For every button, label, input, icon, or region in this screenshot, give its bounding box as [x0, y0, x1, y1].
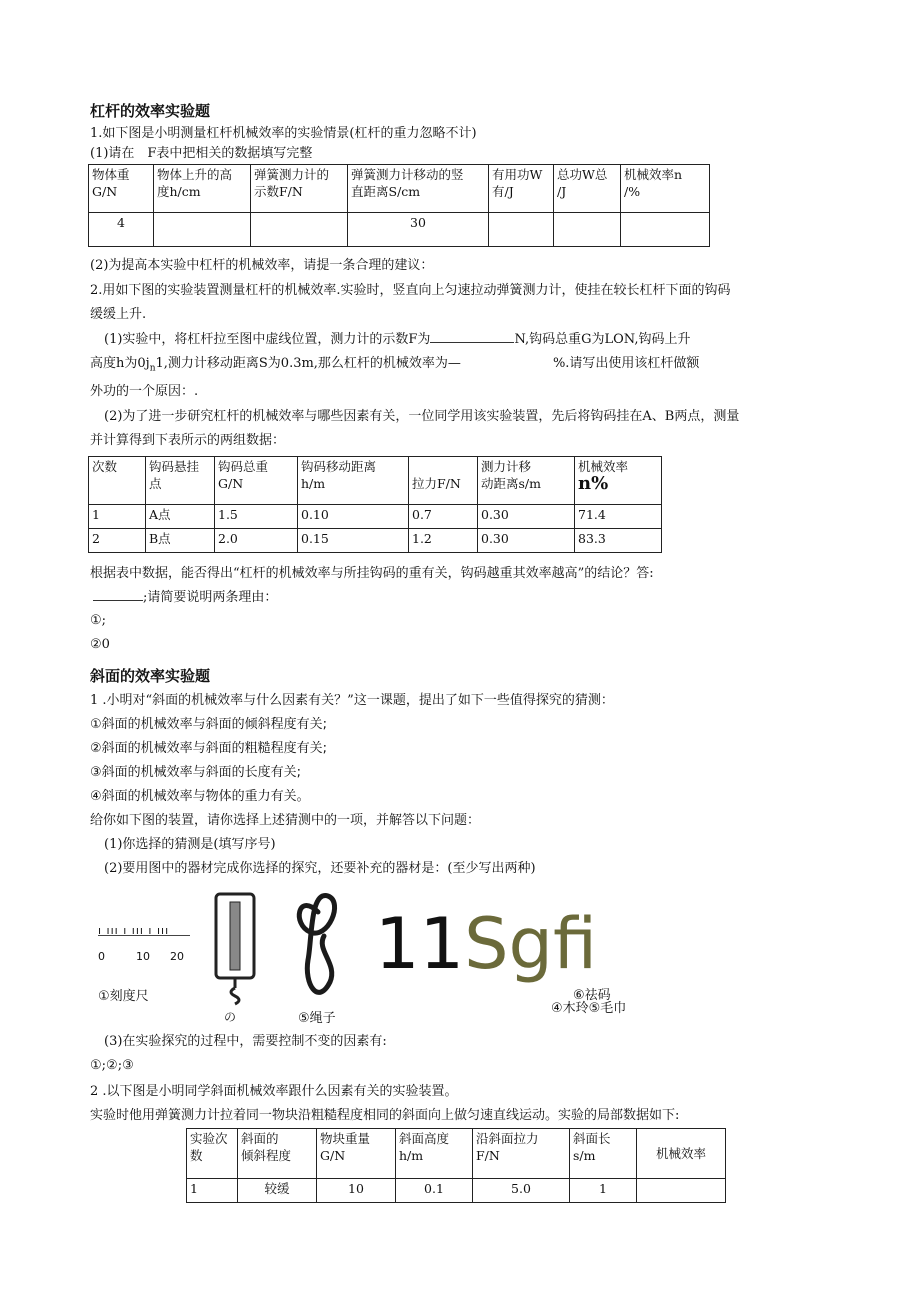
incline-q1-given: 给你如下图的装置，请你选择上述猜测中的一项，并解答以下问题： — [90, 813, 481, 828]
lever-q2-p2-line1: (2)为了进一步研究杠杆的机械效率与哪些因素有关，一位同学用该实验装置，先后将钩码挂在A、B两点，测量 — [104, 409, 740, 424]
table-cell: 2.0 — [215, 529, 298, 553]
table-header-cell: 斜面的 倾斜程度 — [238, 1129, 317, 1179]
table-header-cell: 弹簧测力计移动的竖 直距离S/cm — [348, 165, 489, 213]
table-header-row — [187, 1129, 726, 1179]
lever-q2-intro-2: 缓缓上升. — [90, 307, 147, 322]
guess-item: ④斜面的机械效率与物体的重力有关。 — [90, 789, 310, 804]
table-cell: 83.3 — [575, 529, 662, 553]
table-header-cell: 钩码悬挂 点 — [146, 457, 215, 505]
incline-q2-intro: 2 .以下图是小明同学斜面机械效率跟什么因素有关的实验装置。 — [90, 1084, 458, 1099]
big-text-black: 11 — [375, 903, 465, 985]
table-header-cell: 拉力F/N — [409, 457, 478, 505]
table-header-cell: 有用功W 有/J — [489, 165, 554, 213]
table-cell: A点 — [146, 505, 215, 529]
incline-q2-table — [186, 1128, 726, 1203]
table-cell: 0.30 — [478, 505, 575, 529]
table-header-cell: 机械效率 — [637, 1129, 726, 1179]
table-header-cell: 机械效率 n% — [575, 457, 662, 505]
table-header-cell: 斜面高度 h/m — [396, 1129, 473, 1179]
table-cell — [621, 213, 710, 247]
incline-q1-intro: 1 .小明对“斜面的机械效率与什么因素有关？”这一课题，提出了如下一些值得探究的猜测： — [90, 693, 614, 708]
big-text-olive: Sgfi — [464, 903, 598, 985]
ruler-icon: ı ııı ı ııı ı ııı — [98, 924, 170, 937]
table-cell — [154, 213, 251, 247]
table-header-row — [89, 457, 662, 505]
table-header-cell: 实验次 数 — [187, 1129, 238, 1179]
rope-icon — [288, 888, 352, 1010]
lever-q1-table — [88, 164, 710, 247]
lever-q2-p1-d: 1,测力计移动距离S为0.3m,那么杠杆的机械效率为— — [155, 356, 461, 371]
answer-blank — [93, 600, 143, 601]
table-header-cell: 斜面长 s/m — [570, 1129, 637, 1179]
table-cell: 0.7 — [409, 505, 478, 529]
table-cell: B点 — [146, 529, 215, 553]
spring-scale-icon — [212, 890, 262, 1008]
lever-q2-p1-e: %.请写出使用该杠杆做额 — [552, 356, 700, 371]
table-row — [89, 529, 662, 553]
lever-q2-p2-line2: 并计算得到下表所示的两组数据： — [90, 433, 286, 448]
table-cell: 10 — [317, 1179, 396, 1203]
incline-q2-desc: 实验时他用弹簧测力计拉着同一物块沿粗糙程度相同的斜面向上做匀速直线运动。实验的局部数据如下: — [90, 1108, 680, 1123]
incline-q1-p1: (1)你选择的猜测是(填写序号) — [104, 837, 276, 852]
lever-q2-table — [88, 456, 662, 553]
label-weight: ⑥祛码 — [573, 988, 611, 1003]
answer-blank — [430, 342, 514, 343]
label-block-towel: ④木玲⑤毛巾 — [551, 1001, 627, 1016]
table-row — [89, 505, 662, 529]
lever-q2-intro-1: 2.用如下图的实验装置测量杠杆的机械效率.实验时，竖直向上匀速拉动弹簧测力计，使挂在较长杠杆下面的钩码 — [90, 283, 731, 298]
table-cell — [554, 213, 621, 247]
guess-item: ③斜面的机械效率与斜面的长度有关; — [90, 765, 302, 780]
table-cell: 0.1 — [396, 1179, 473, 1203]
table-cell: 1 — [89, 505, 146, 529]
lever-q2-p1-sub: n — [149, 363, 156, 374]
guess-item: ①斜面的机械效率与斜面的倾斜程度有关; — [90, 717, 328, 732]
table-cell: 1.5 — [215, 505, 298, 529]
lever-q2-reason-1: ①; — [90, 613, 107, 628]
section-heading-lever: 杠杆的效率实验题 — [90, 102, 211, 120]
hook-icon: の — [224, 1010, 237, 1024]
table-cell: 5.0 — [473, 1179, 570, 1203]
lever-q2-reason-prompt: ;请简要说明两条理由： — [143, 590, 278, 605]
lever-q1-intro: 1.如下图是小明测量杠杆机械效率的实验情景(杠杆的重力忽略不计) — [90, 126, 477, 141]
table-header-cell: 物体上升的高 度h/cm — [154, 165, 251, 213]
table-cell: 71.4 — [575, 505, 662, 529]
ruler-number: 0 — [98, 950, 105, 963]
lever-q2-p1-f: 外功的一个原因：. — [90, 384, 199, 399]
table-cell: 2 — [89, 529, 146, 553]
table-cell: 0.10 — [298, 505, 409, 529]
table-header-cell: 次数 — [89, 457, 146, 505]
table-cell: 0.15 — [298, 529, 409, 553]
table-cell: 30 — [348, 213, 489, 247]
table-cell: 1 — [570, 1179, 637, 1203]
table-header-cell: 钩码移动距离 h/m — [298, 457, 409, 505]
lever-q2-reason-line — [93, 589, 277, 606]
table-cell — [637, 1179, 726, 1203]
table-header-cell: 沿斜面拉力 F/N — [473, 1129, 570, 1179]
lever-q1-part2: (2)为提高本实验中杠杆的机械效率，请提一条合理的建议： — [90, 258, 434, 273]
table-header-cell: 弹簧测力计的 示数F/N — [251, 165, 348, 213]
lever-q2-p1-line1 — [104, 331, 690, 348]
lever-q1-part1: (1)请在 F表中把相关的数据填写完整 — [90, 146, 313, 161]
table-header-cell: 物体重 G/N — [89, 165, 154, 213]
table-header-cell: 机械效率n /% — [621, 165, 710, 213]
label-rope: ⑤绳子 — [298, 1011, 336, 1026]
table-cell: 1.2 — [409, 529, 478, 553]
table-header-cell: 钩码总重 G/N — [215, 457, 298, 505]
table-header-cell: 总功W总 /J — [554, 165, 621, 213]
guess-item: ②斜面的机械效率与斜面的粗糙程度有关; — [90, 741, 328, 756]
table-cell: 0.30 — [478, 529, 575, 553]
lever-q2-conclusion: 根据表中数据，能否得出“杠杆的机械效率与所挂钩码的重有关，钩码越重其效率越高”的结论？答: — [90, 566, 654, 581]
incline-q1-p3-answer: ①;②;③ — [90, 1058, 134, 1073]
table-header-cell: 测力计移 动距离s/m — [478, 457, 575, 505]
incline-q1-p3: (3)在实验探究的过程中，需要控制不变的因素有: — [104, 1034, 387, 1049]
table-cell: 较缓 — [238, 1179, 317, 1203]
figure-big-text — [375, 904, 597, 984]
table-row — [187, 1179, 726, 1203]
table-cell — [489, 213, 554, 247]
table-header-cell: 物块重量 G/N — [317, 1129, 396, 1179]
lever-q2-p1-line2 — [90, 355, 699, 378]
ruler-number: 10 — [136, 950, 150, 963]
lever-q2-reason-2: ②0 — [90, 637, 110, 652]
lever-q2-p1-c: 高度h为0j — [90, 356, 150, 371]
ruler-number: 20 — [170, 950, 184, 963]
table-header-row — [89, 165, 710, 213]
label-ruler: ①刻度尺 — [98, 989, 149, 1004]
section-heading-incline: 斜面的效率实验题 — [90, 667, 211, 685]
lever-q2-p1-b: N,钩码总重G为LON,钩码上升 — [514, 332, 691, 347]
table-row — [89, 213, 710, 247]
table-cell: 1 — [187, 1179, 238, 1203]
ruler-line — [98, 935, 190, 936]
table-cell — [251, 213, 348, 247]
table-cell: 4 — [89, 213, 154, 247]
lever-q2-p1-a: (1)实验中，将杠杆拉至图中虚线位置，测力计的示数F为 — [104, 332, 431, 347]
incline-q1-p2: (2)要用图中的器材完成你选择的探究，还要补充的器材是：(至少写出两种) — [104, 861, 536, 876]
